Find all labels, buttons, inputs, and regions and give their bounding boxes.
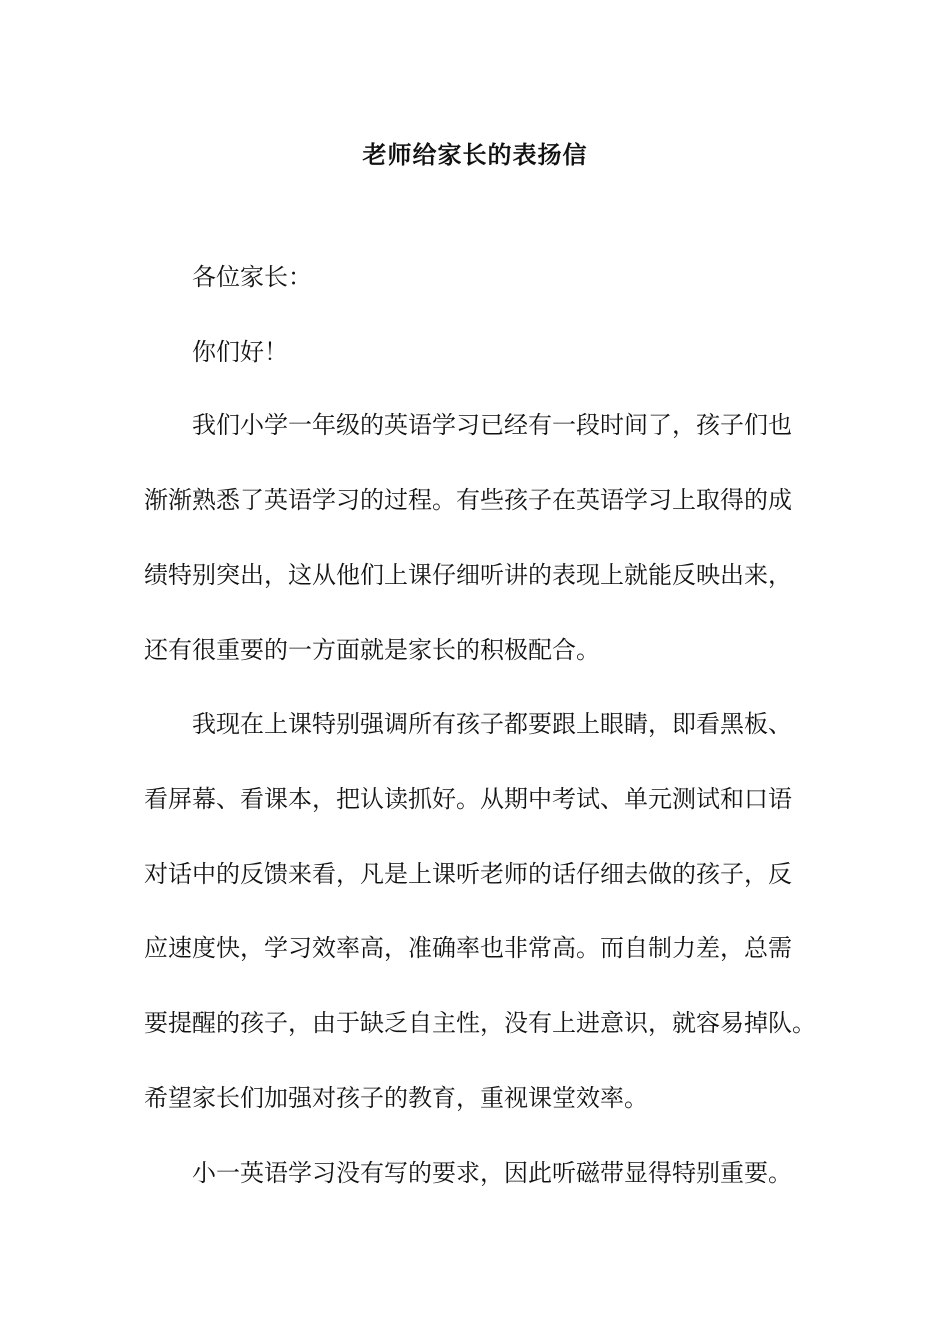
paragraph-2-line-1: 我现在上课特别强调所有孩子都要跟上眼睛，即看黑板、 [192, 710, 792, 738]
document-title: 老师给家长的表扬信 [362, 140, 588, 169]
greeting-line: 各位家长： [192, 263, 312, 291]
paragraph-2-line-5: 要提醒的孩子，由于缺乏自主性，没有上进意识，就容易掉队。 [144, 1009, 816, 1037]
salutation-line: 你们好！ [192, 338, 288, 366]
paragraph-1-line-3: 绩特别突出，这从他们上课仔细听讲的表现上就能反映出来， [144, 561, 792, 589]
paragraph-2-line-3: 对话中的反馈来看，凡是上课听老师的话仔细去做的孩子，反 [144, 860, 792, 888]
paragraph-2-line-6: 希望家长们加强对孩子的教育，重视课堂效率。 [144, 1084, 648, 1112]
paragraph-1-line-2: 渐渐熟悉了英语学习的过程。有些孩子在英语学习上取得的成 [144, 486, 792, 514]
paragraph-3-line-1: 小一英语学习没有写的要求，因此听磁带显得特别重要。 [192, 1159, 792, 1187]
paragraph-2-line-4: 应速度快，学习效率高，准确率也非常高。而自制力差，总需 [144, 934, 792, 962]
paragraph-2-line-2: 看屏幕、看课本，把认读抓好。从期中考试、单元测试和口语 [144, 785, 792, 813]
paragraph-1-line-1: 我们小学一年级的英语学习已经有一段时间了，孩子们也 [192, 411, 792, 439]
paragraph-1-line-4: 还有很重要的一方面就是家长的积极配合。 [144, 636, 600, 664]
